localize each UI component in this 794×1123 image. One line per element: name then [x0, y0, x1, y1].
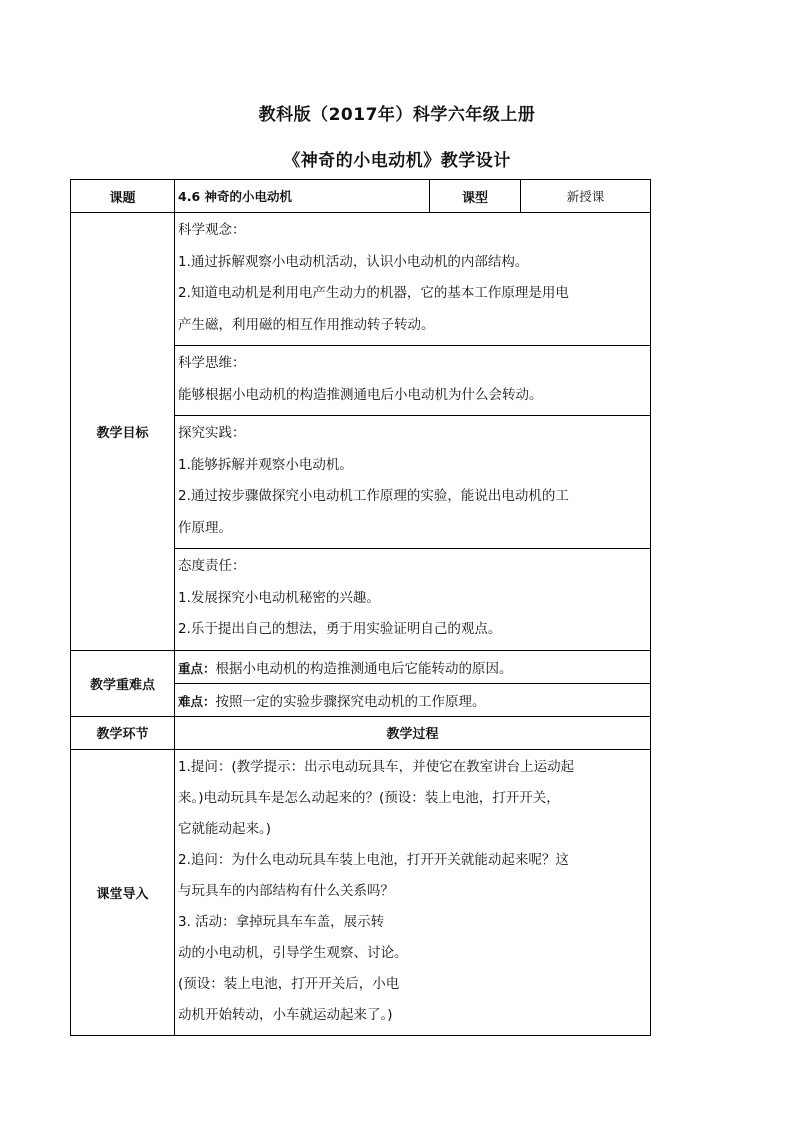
- table-row: [71, 716, 651, 749]
- objective-line: 科学思维：: [178, 355, 246, 371]
- objective-line: 2.知道电动机是利用电产生动力的机器，它的基本工作原理是用电: [178, 285, 569, 301]
- objective-line: 2.乐于提出自己的想法，勇于用实验证明自己的观点。: [178, 621, 502, 637]
- objectives-label: 教学目标: [71, 213, 175, 651]
- objective-line: 科学观念：: [178, 222, 246, 238]
- table-row: [71, 213, 651, 346]
- objective-science-concept: [175, 213, 651, 346]
- objective-line: 1.通过拆解观察小电动机活动，认识小电动机的内部结构。: [178, 253, 529, 270]
- intro-content: [175, 749, 651, 1035]
- intro-line: 1.提问：(教学提示：出示电动玩具车，并使它在教室讲台上运动起: [178, 758, 575, 775]
- lesson-plan-table: [70, 179, 651, 1036]
- table-row: [71, 650, 651, 683]
- key-point-difficulty: [175, 683, 651, 716]
- lesson-title: 《神奇的小电动机》教学设计: [283, 151, 511, 171]
- intro-line: (预设：装上电池，打开开关后，小电: [178, 975, 400, 992]
- intro-line: 3. 活动：拿掉玩具车车盖，展示转: [178, 913, 385, 930]
- key-points-label: 教学重难点: [71, 650, 175, 716]
- focus-prefix: 重点：: [178, 660, 216, 676]
- table-row: [71, 749, 651, 1035]
- objective-line: 作原理。: [178, 519, 232, 536]
- type-label: 课型: [430, 180, 521, 213]
- difficulty-text: 按照一定的实验步骤探究电动机的工作原理。: [215, 693, 486, 710]
- objective-line: 态度责任：: [178, 558, 246, 574]
- key-point-focus: [175, 650, 651, 683]
- objective-line: 能够根据小电动机的构造推测通电后小电动机为什么会转动。: [178, 386, 543, 403]
- table-row: [71, 180, 651, 213]
- topic-label: 课题: [71, 180, 175, 213]
- intro-line: 与玩具车的内部结构有什么关系吗？: [178, 882, 394, 899]
- stage-header: 教学环节: [71, 716, 175, 749]
- intro-label: 课堂导入: [71, 749, 175, 1035]
- intro-line: 动机开始转动，小车就运动起来了。): [178, 1006, 393, 1023]
- objective-line: 探究实践：: [178, 425, 246, 441]
- intro-line: 来。)电动玩具车是怎么动起来的？(预设：装上电池，打开开关，: [178, 789, 560, 806]
- objective-line: 1.发展探究小电动机秘密的兴趣。: [178, 589, 380, 606]
- topic-value: 4.6 神奇的小电动机: [175, 180, 430, 213]
- focus-text: 根据小电动机的构造推测通电后它能转动的原因。: [215, 660, 513, 677]
- difficulty-prefix: 难点：: [178, 693, 216, 709]
- type-value: 新授课: [521, 180, 651, 213]
- intro-line: 它就能动起来。): [178, 820, 272, 837]
- objective-line: 2.通过按步骤做探究小电动机工作原理的实验，能说出电动机的工: [178, 488, 569, 504]
- objective-line: 产生磁，利用磁的相互作用推动转子转动。: [178, 316, 435, 333]
- objective-attitude: [175, 549, 651, 651]
- objective-line: 1.能够拆解并观察小电动机。: [178, 456, 353, 473]
- document-title: 教科版（2017年）科学六年级上册: [258, 105, 536, 125]
- objective-inquiry-practice: [175, 416, 651, 549]
- intro-line: 2.追问：为什么电动玩具车装上电池，打开开关就能动起来呢？这: [178, 851, 569, 868]
- objective-science-thinking: [175, 346, 651, 416]
- intro-line: 动的小电动机，引导学生观察、讨论。: [178, 944, 408, 961]
- process-header: 教学过程: [175, 716, 651, 749]
